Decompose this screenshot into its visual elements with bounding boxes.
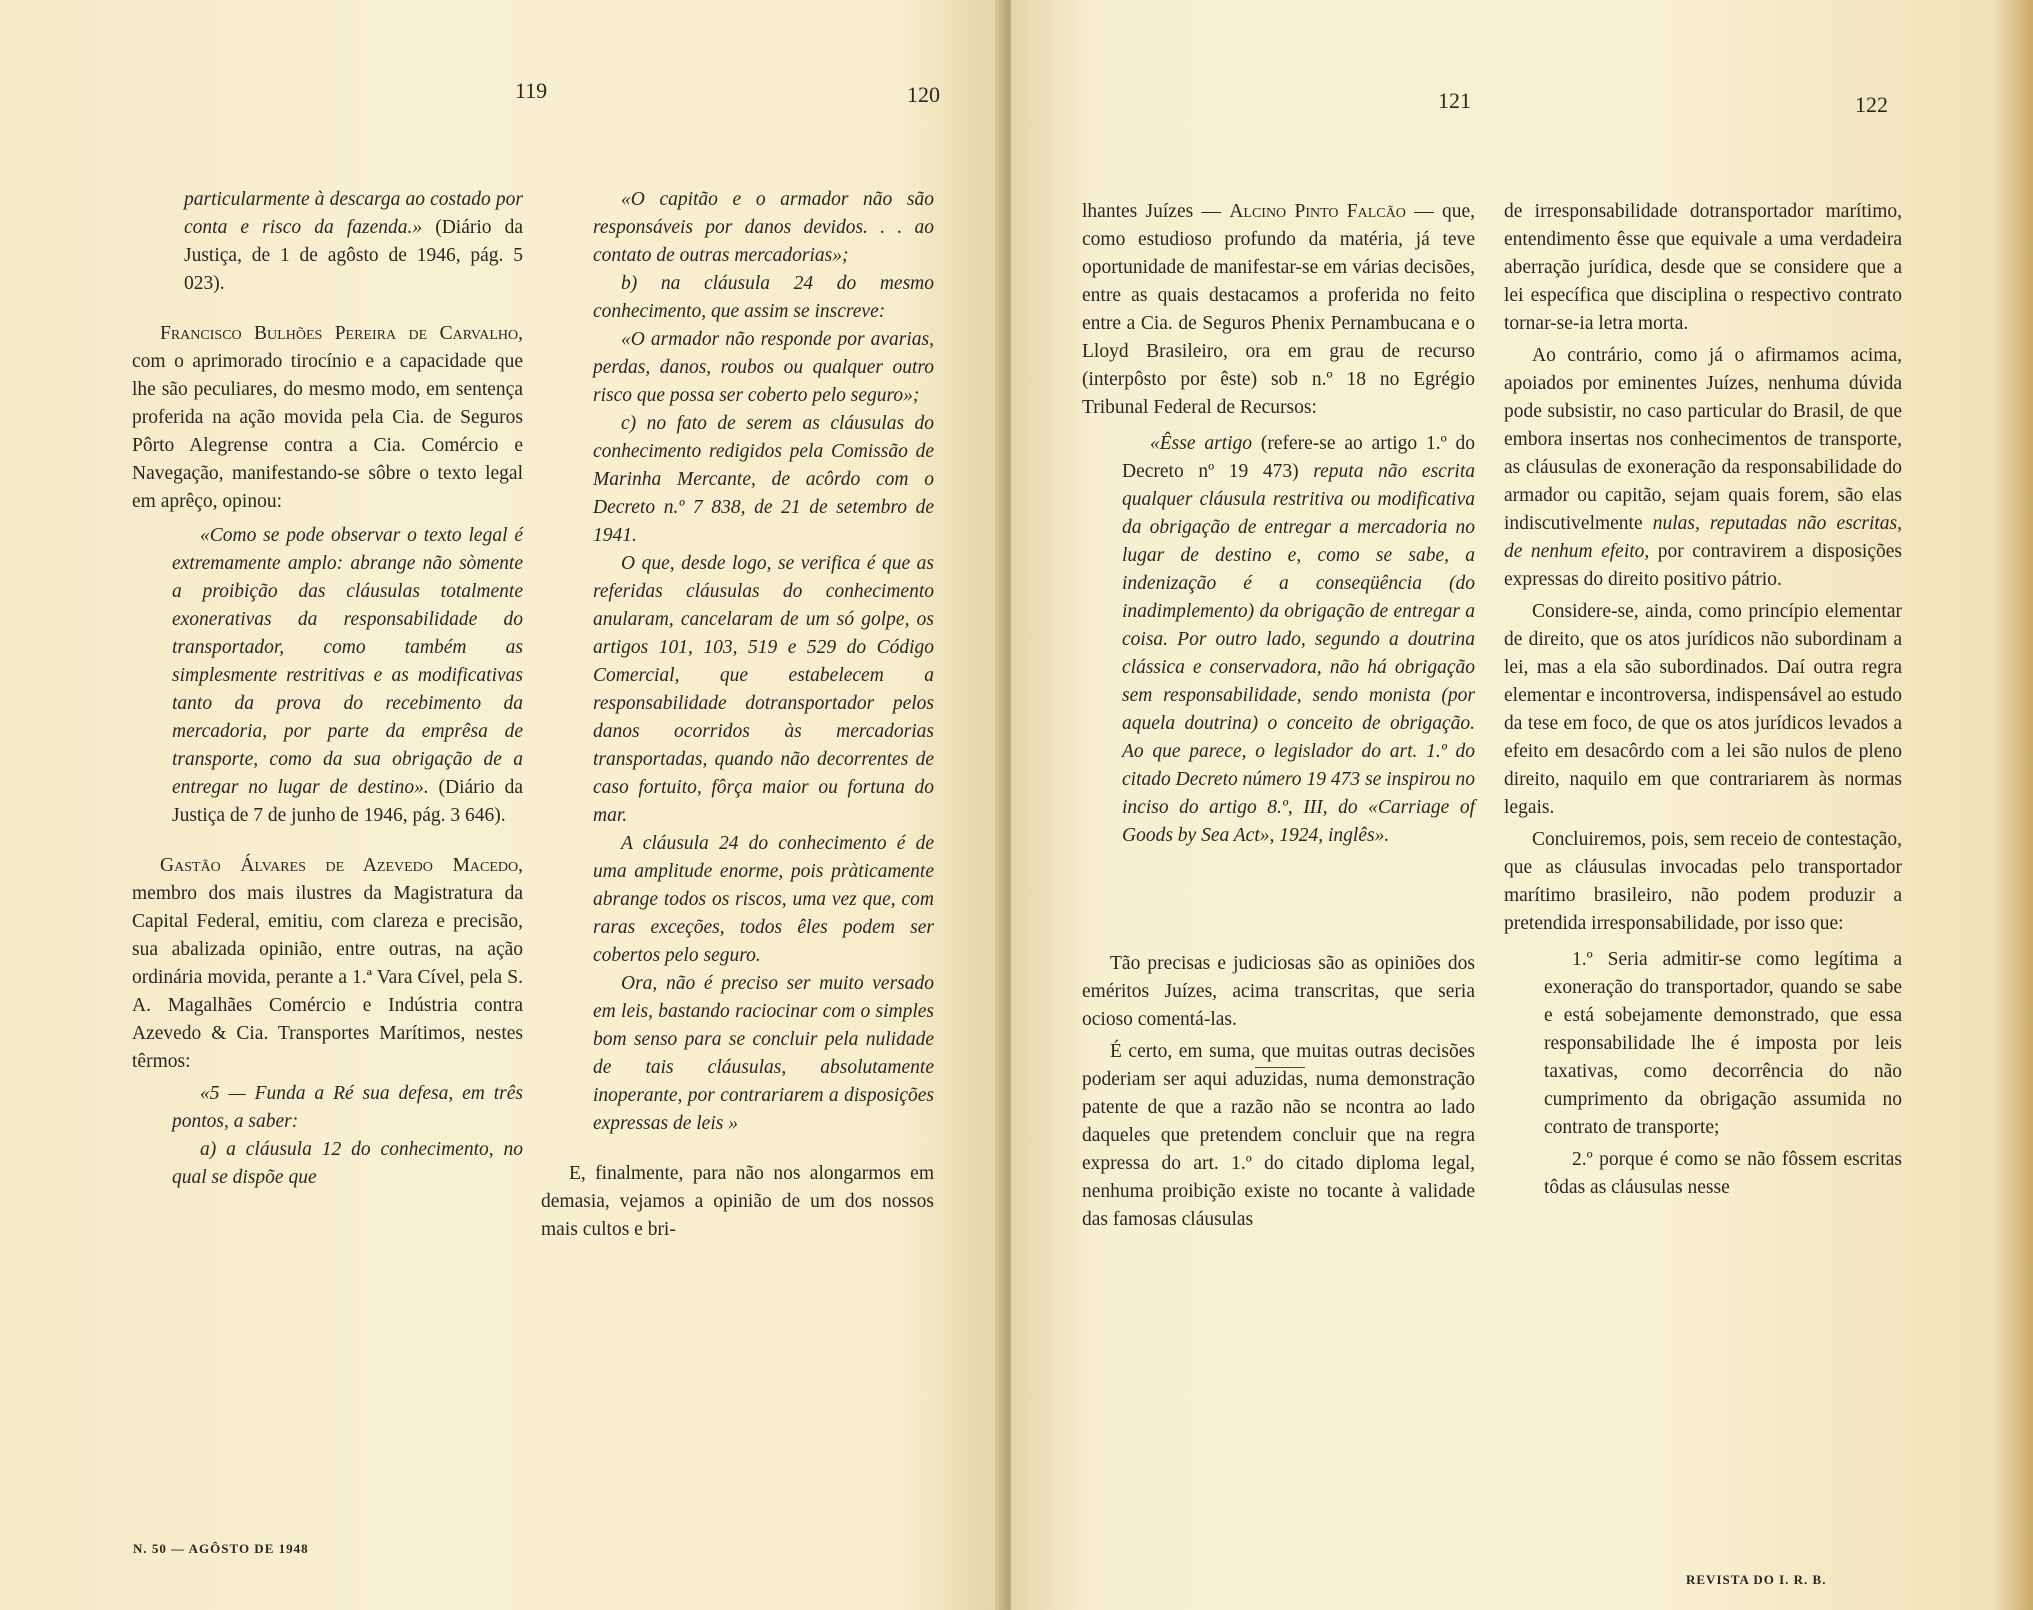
continuation-paragraph: de irresponsabilidade dotransportador marítimo, entendimento êsse que equivale a uma verdadeira aberração jurídica, desde que se considere que a lei específica que disciplina o respectivo contrato tornar-se-ia letra morta. — [1504, 201, 1902, 334]
quote-paragraph-1: «O capitão e o armador não são responsáveis por danos devidos. . . ao contato de outras mercadorias»; — [593, 189, 934, 266]
gastao-quote-2: a) a cláusula 12 do conhecimento, no qual se dispõe que — [172, 1139, 523, 1188]
quote-paragraph-7: Ora, não é preciso ser muito versado em leis, bastando raciocinar com o simples bom senso para se concluir pela nulidade de tais cláusulas, absolutamente inoperante, por contrariarem a disposições expressas de leis » — [593, 973, 934, 1134]
column-page-119 — [132, 186, 523, 1192]
opening-paragraph — [184, 186, 523, 298]
gastao-text: membro dos mais ilustres da Magistratura da Capital Federal, emitiu, com clareza e precisão, sua abalizada opinião, entre outras, na ação ordinária movida, perante a 1.ª Vara Cível, pela S. A. Magalhães Comércio e Indústria contra Azevedo & Cia. Transportes Marítimos, nestes têrmos: — [132, 883, 523, 1072]
bulhoes-citation: (Diário da Justiça de 7 de junho de 1946, pág. 3 646). — [172, 777, 524, 826]
falcao-quote-c: reputa não escrita qualquer cláusula restritiva ou modificativa da obrigação de entregar a mercadoria no lugar de destino e, como se sabe, a indenização é a conseqüência (do inadimplemento) da obrigação de entregar a coisa. Por outro lado, segundo a doutrina clássica e conservadora, não há obrigação sem responsabilidade, sendo monista (por aquela doutrina) o conceito de obrigação. Ao que parece, o legislador do art. 1.º do citado Decreto número 19 473 se inspirou no inciso do artigo 8.º, III, do «Carriage of Goods by Sea Act», 1924, inglês». — [1122, 461, 1476, 846]
bulhoes-name: Francisco Bulhões Pereira de Carvalho, — [160, 323, 523, 344]
falcao-intro-start: lhantes Juízes — — [1082, 201, 1221, 222]
footer-journal: REVISTA DO I. R. B. — [1686, 1572, 1827, 1587]
commentary-paragraph-2: É certo, em suma, que muitas outras decisões poderiam ser aqui aduzidas, numa demonstração patente de que a razão não se ncontra ao lado daqueles que pretendem concluir que na regra expressa do art. 1.º do citado diploma legal, nenhuma proibição existe no tocante à validade das famosas cláusulas — [1082, 1041, 1475, 1230]
opening-quote: particularmente à descarga ao costado por conta e risco da fazenda.» — [184, 189, 523, 238]
contrary-text-b: por contravirem a disposições expressas do direito positivo pátrio. — [1504, 541, 1902, 590]
bulhoes-quote-paragraph — [172, 522, 523, 830]
list-item-1: 1.º Seria admitir-se como legítima a exoneração do transportador, quando se sabe e está sobejamente demonstrado, que essa responsabilidade lhe é imposta por leis taxativas, como decorrência do não cumprimento da obrigação assumida no contrato de transporte; — [1544, 949, 1902, 1138]
opening-citation: (Diário da Justiça, de 1 de agôsto de 1946, pág. 5 023). — [184, 217, 524, 294]
right-page — [1011, 0, 2033, 1610]
bulhoes-text: com o aprimorado tirocínio e a capacidade que lhe são peculiares, do mesmo modo, em sentença proferida na ação movida pela Cia. de Seguros Pôrto Alegrense contra a Cia. Comércio e Navegação, manifestando-se sôbre o texto legal em aprêço, opinou: — [132, 351, 523, 512]
quote-paragraph-3: «O armador não responde por avarias, perdas, danos, roubos ou qualquer outro risco que possa ser coberto pelo seguro»; — [593, 329, 934, 406]
column-page-120 — [541, 186, 934, 1244]
closing-paragraph: E, finalmente, para não nos alongarmos em demasia, vejamos a opinião de um dos nossos mais cultos e bri- — [541, 1163, 934, 1240]
page-number-122: 122 — [1855, 92, 1888, 117]
quote-paragraph-4: c) no fato de serem as cláusulas do conhecimento redigidos pela Comissão de Marinha Mercante, de acôrdo com o Decreto n.º 7 838, de 21 de setembro de 1941. — [593, 413, 934, 546]
section-divider — [1255, 1067, 1305, 1068]
column-page-121 — [1082, 198, 1475, 1234]
gastao-quote-1: «5 — Funda a Ré sua defesa, em três pontos, a saber: — [172, 1083, 523, 1132]
contrary-paragraph — [1504, 342, 1902, 594]
list-item-2: 2.º porque é como se não fôssem escritas tôdas as cláusulas nesse — [1544, 1149, 1902, 1198]
quote-paragraph-2: b) na cláusula 24 do mesmo conhecimento, que assim se inscreve: — [593, 273, 934, 322]
conclusion-paragraph: Concluiremos, pois, sem receio de contestação, que as cláusulas invocadas pelo transportador marítimo brasileiro, não podem produzir a pretendida irresponsabilidade, por isso que: — [1504, 829, 1902, 934]
falcao-quote-b: (refere-se ao artigo 1.º do Decreto nº 19 473) — [1122, 433, 1475, 482]
principle-paragraph: Considere-se, ainda, como princípio elementar de direito, que os atos jurídicos não subordinam a lei, mas a ela são subordinados. Daí outra regra elementar e incontroversa, indispensável ao estudo da tese em foco, de que os atos jurídicos levados a efeito em desacôrdo com a lei são nulos de pleno direito, naquilo em que contrariarem às normas legais. — [1504, 601, 1902, 818]
page-number-120: 120 — [907, 82, 940, 107]
commentary-paragraph-1: Tão precisas e judiciosas são as opiniões dos eméritos Juízes, acima transcritas, que seria ocioso comentá-las. — [1082, 953, 1475, 1030]
page-number-119: 119 — [515, 78, 548, 103]
contrary-text-italic: nulas, reputadas não escritas, de nenhum efeito, — [1504, 513, 1902, 562]
bulhoes-quote: «Como se pode observar o texto legal é extremamente amplo: abrange não sòmente a proibição das cláusulas totalmente exonerativas da responsabilidade do transportador, como também as simplesmente restritivas e as modificativas tanto da prova do recebimento da mercadoria, por parte da emprêsa de transporte, como da sua obrigação de a entregar no lugar de destino». — [172, 525, 523, 798]
falcao-intro-rest: — que, como estudioso profundo da matéria, já teve oportunidade de manifestar-se em várias decisões, entre as quais destacamos a proferida no feito entre a Cia. de Seguros Phenix Pernambucana e o Lloyd Brasileiro, ora em grau de recurso (interpôsto por êste) sob n.º 18 no Egrégio Tribunal Federal de Recursos: — [1082, 201, 1476, 418]
bulhoes-paragraph — [132, 320, 523, 516]
falcao-paragraph — [1082, 198, 1475, 422]
falcao-quote-paragraph — [1122, 430, 1475, 850]
falcao-quote-a: «Êsse artigo — [1150, 433, 1253, 454]
quote-paragraph-6: A cláusula 24 do conhecimento é de uma amplitude enorme, pois pràticamente abrange todos os riscos, uma vez que, com raras exceções, todos êles podem ser cobertos pelo seguro. — [593, 833, 934, 966]
gastao-name: Gastão Álvares de Azevedo Macedo, — [160, 855, 523, 876]
column-page-122 — [1504, 198, 1902, 1202]
left-page — [0, 0, 1005, 1610]
footer-issue: N. 50 — AGÔSTO DE 1948 — [133, 1541, 309, 1556]
falcao-name: Alcino Pinto Falcão — [1229, 201, 1406, 222]
gastao-paragraph — [132, 852, 523, 1076]
page-number-121: 121 — [1438, 88, 1471, 113]
contrary-text-a: Ao contrário, como já o afirmamos acima, apoiados por eminentes Juízes, nenhuma dúvida pode subsistir, no caso particular do Brasil, de que embora insertas nos conhecimentos de transporte, as cláusulas de exoneração da responsabilidade do armador ou capitão, sejam quais forem, são elas indiscutivelmente — [1504, 345, 1902, 534]
quote-paragraph-5: O que, desde logo, se verifica é que as referidas cláusulas do conhecimento anularam, cancelaram de um só golpe, os artigos 101, 103, 519 e 529 do Código Comercial, que estabelecem a responsabilidade dotransportador pelos danos ocorridos às mercadorias transportadas, quando não decorrentes de caso fortuito, fôrça maior ou fortuna do mar. — [593, 553, 934, 826]
